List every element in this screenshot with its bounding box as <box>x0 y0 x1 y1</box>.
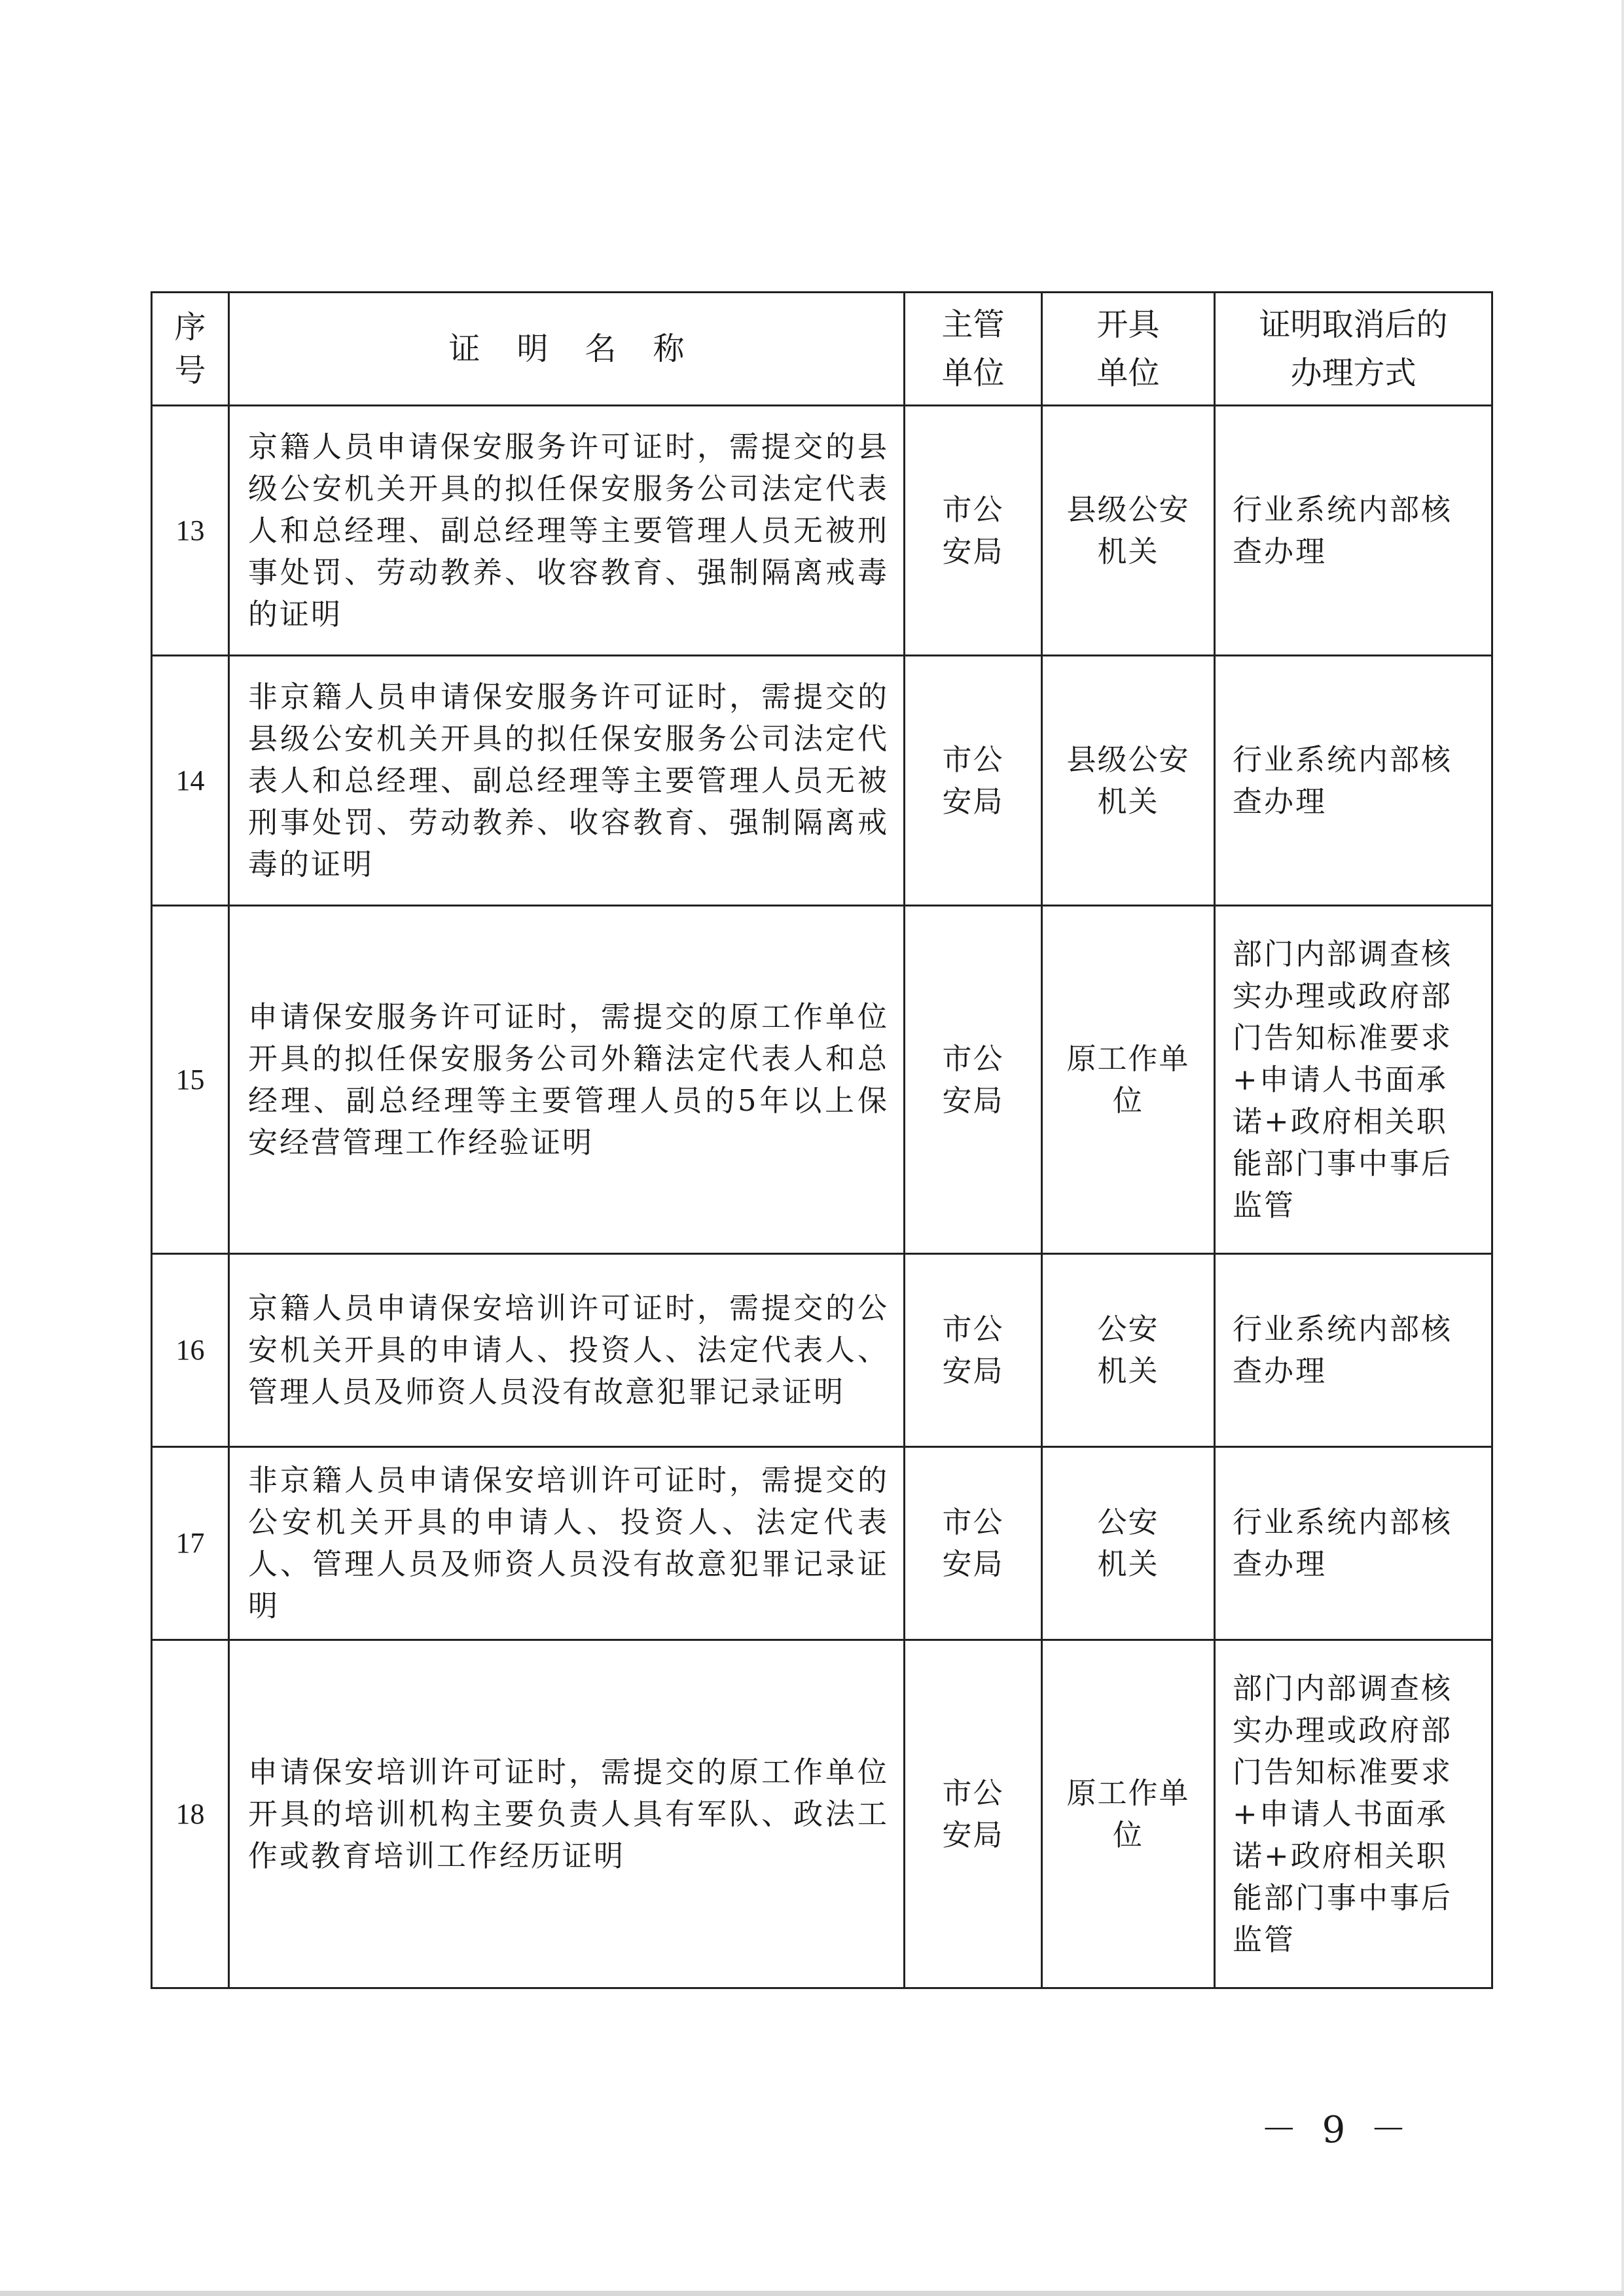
table-row <box>152 906 1492 1254</box>
table-row <box>152 656 1492 906</box>
row-certificate-name: 非京籍人员申请保安服务许可证时，需提交的县级公安机关开具的拟任保安服务公司法定代表人和总经理、副总经理等主要管理人员无被刑事处罚、劳动教养、收容教育、强制隔离戒毒的证明 <box>229 656 905 906</box>
scan-edge-right <box>1621 0 1624 2296</box>
row-issuing-unit: 县级公安 机关 <box>1042 406 1215 656</box>
row-certificate-name: 非京籍人员申请保安培训许可证时，需提交的公安机关开具的申请人、投资人、法定代表人、管理人员及师资人员没有故意犯罪记录证明 <box>229 1447 905 1640</box>
table-row <box>152 1254 1492 1447</box>
table-row <box>152 1447 1492 1640</box>
row-certificate-name: 京籍人员申请保安培训许可证时，需提交的公安机关开具的申请人、投资人、法定代表人、管理人员及师资人员没有故意犯罪记录证明 <box>229 1254 905 1447</box>
table-header-row <box>152 293 1492 406</box>
table-row <box>152 406 1492 656</box>
row-handling-method: 行业系统内部核 查办理 <box>1215 656 1492 906</box>
row-issuing-unit: 公安 机关 <box>1042 1447 1215 1640</box>
page-number: － 9 － <box>1260 2109 1413 2151</box>
row-competent-unit: 市公 安局 <box>905 406 1042 656</box>
row-issuing-unit: 原工作单 位 <box>1042 906 1215 1254</box>
row-competent-unit: 市公 安局 <box>905 906 1042 1254</box>
row-competent-unit: 市公 安局 <box>905 1640 1042 1988</box>
row-serial-number: 17 <box>152 1447 229 1640</box>
header-issuing-unit: 开具 单位 <box>1042 293 1215 406</box>
row-handling-method: 部门内部调查核 实办理或政府部 门告知标准要求 +申请人书面承 诺+政府相关职 能部门事中事后 监管 <box>1215 1640 1492 1988</box>
certificate-table <box>151 291 1493 1989</box>
row-handling-method: 行业系统内部核 查办理 <box>1215 1447 1492 1640</box>
row-serial-number: 13 <box>152 406 229 656</box>
row-certificate-name: 申请保安培训许可证时，需提交的原工作单位开具的培训机构主要负责人具有军队、政法工作或教育培训工作经历证明 <box>229 1640 905 1988</box>
row-serial-number: 16 <box>152 1254 229 1447</box>
row-handling-method: 行业系统内部核 查办理 <box>1215 406 1492 656</box>
header-competent-unit: 主管 单位 <box>905 293 1042 406</box>
row-serial-number: 18 <box>152 1640 229 1988</box>
header-handling-method: 证明取消后的 办理方式 <box>1215 293 1492 406</box>
scan-edge-bottom <box>0 2291 1624 2296</box>
row-handling-method: 部门内部调查核 实办理或政府部 门告知标准要求 +申请人书面承 诺+政府相关职 能部门事中事后 监管 <box>1215 906 1492 1254</box>
row-serial-number: 14 <box>152 656 229 906</box>
row-competent-unit: 市公 安局 <box>905 1447 1042 1640</box>
row-competent-unit: 市公 安局 <box>905 656 1042 906</box>
header-certificate-name: 证明名称 <box>229 293 905 406</box>
row-issuing-unit: 县级公安 机关 <box>1042 656 1215 906</box>
row-handling-method: 行业系统内部核 查办理 <box>1215 1254 1492 1447</box>
row-certificate-name: 申请保安服务许可证时，需提交的原工作单位开具的拟任保安服务公司外籍法定代表人和总经理、副总经理等主要管理人员的5年以上保安经营管理工作经验证明 <box>229 906 905 1254</box>
table-row <box>152 1640 1492 1988</box>
header-serial-number: 序 号 <box>152 293 229 406</box>
row-serial-number: 15 <box>152 906 229 1254</box>
row-competent-unit: 市公 安局 <box>905 1254 1042 1447</box>
row-certificate-name: 京籍人员申请保安服务许可证时，需提交的县级公安机关开具的拟任保安服务公司法定代表人和总经理、副总经理等主要管理人员无被刑事处罚、劳动教养、收容教育、强制隔离戒毒的证明 <box>229 406 905 656</box>
row-issuing-unit: 原工作单 位 <box>1042 1640 1215 1988</box>
row-issuing-unit: 公安 机关 <box>1042 1254 1215 1447</box>
